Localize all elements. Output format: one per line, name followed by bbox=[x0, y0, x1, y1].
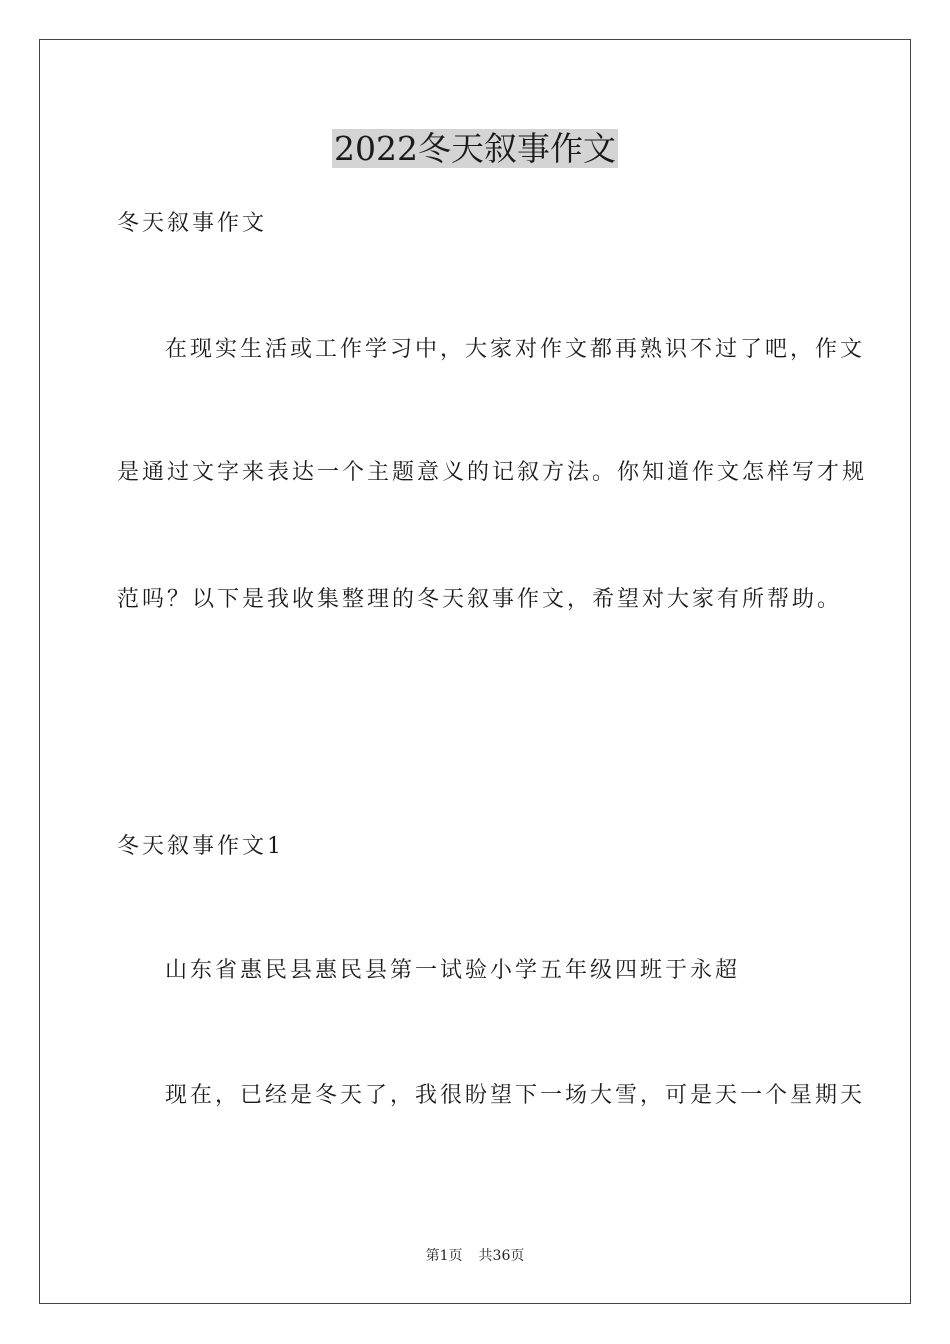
paragraph-line: 现在，已经是冬天了，我很盼望下一场大雪，可是天一个星期天 bbox=[165, 1083, 866, 1108]
author-line: 山东省惠民县惠民县第一试验小学五年级四班于永超 bbox=[165, 958, 741, 983]
document-title-text: 2022冬天叙事作文 bbox=[334, 129, 616, 168]
section-heading: 冬天叙事作文1 bbox=[117, 834, 284, 859]
page-number: 第1页 bbox=[425, 1248, 463, 1264]
page-total: 共36页 bbox=[478, 1248, 525, 1264]
subtitle: 冬天叙事作文 bbox=[117, 211, 268, 236]
page-footer bbox=[0, 1246, 950, 1266]
paragraph-line: 是通过文字来表达一个主题意义的记叙方法。你知道作文怎样写才规 bbox=[117, 460, 868, 485]
document-title bbox=[0, 126, 950, 172]
paragraph-line: 范吗？以下是我收集整理的冬天叙事作文，希望对大家有所帮助。 bbox=[117, 587, 843, 612]
paragraph-line: 在现实生活或工作学习中，大家对作文都再熟识不过了吧，作文 bbox=[165, 337, 866, 362]
